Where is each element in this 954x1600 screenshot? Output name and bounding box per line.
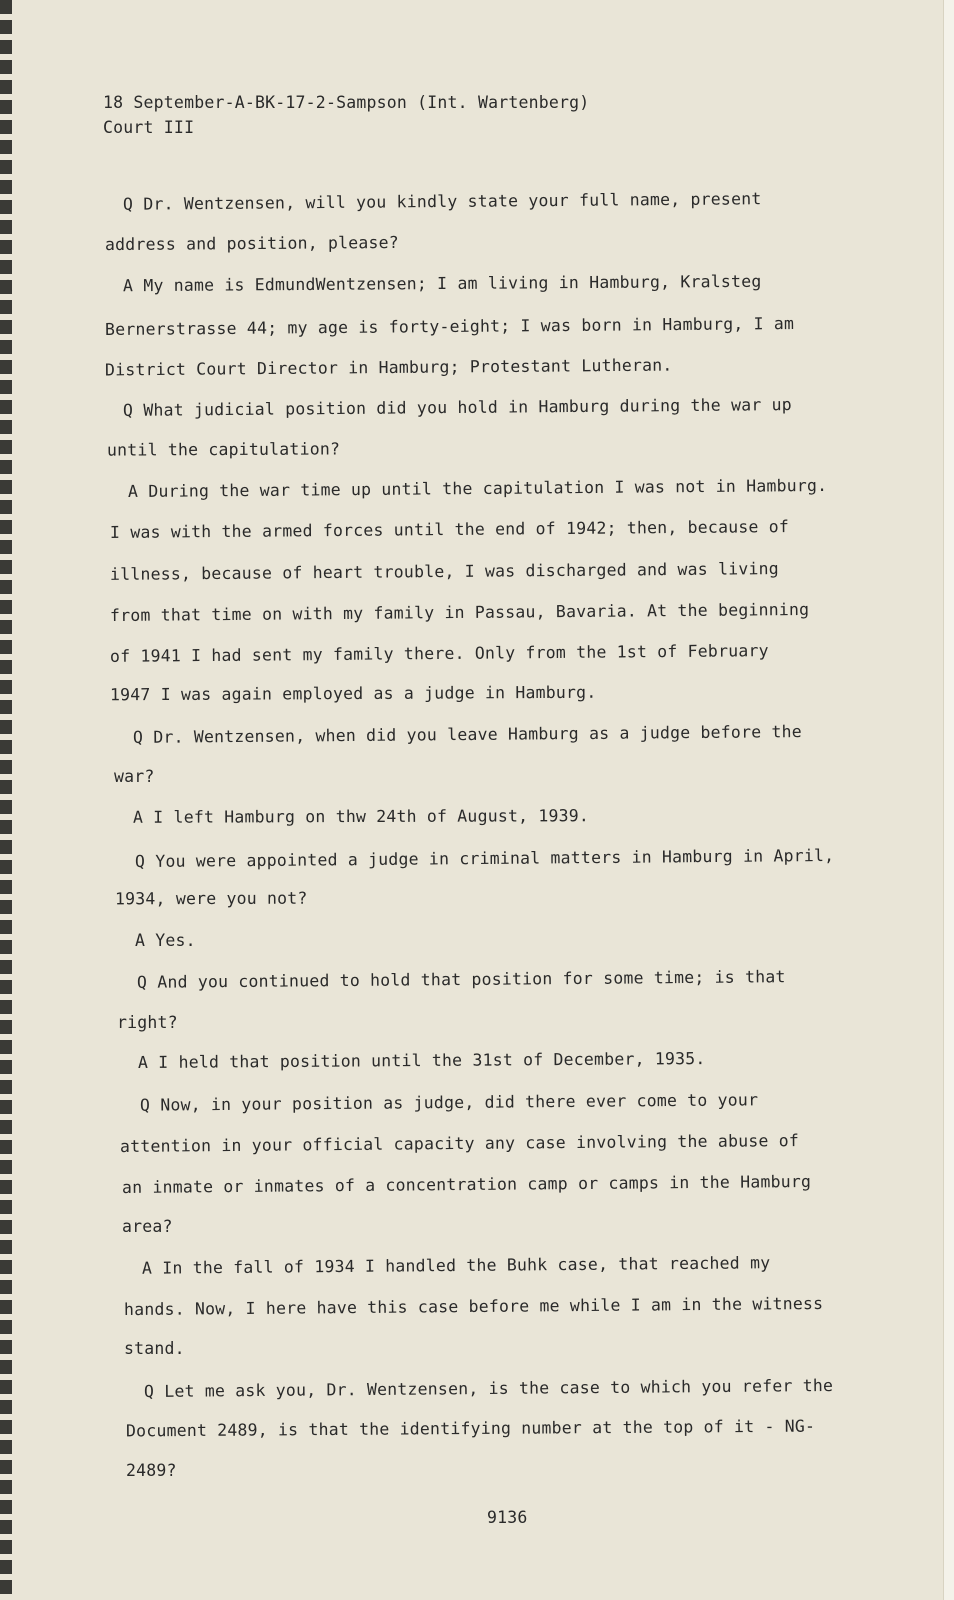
transcript-line: until the capitulation? [106, 439, 341, 460]
transcript-line: stand. [124, 1339, 185, 1358]
transcript-line: 1947 I was again employed as a judge in Hamburg. [109, 682, 597, 705]
transcript-line: hands. Now, I here have this case before me while I am in the witness [123, 1293, 824, 1320]
transcript-line: Q Dr. Wentzensen, will you kindly state your full name, present [122, 189, 762, 214]
transcript-line: 1934, were you not? [114, 888, 308, 909]
transcript-line: 2489? [126, 1461, 177, 1480]
transcript-line: Document 2489, is that the identifying number at the top of it - NG- [125, 1416, 816, 1441]
header-court-line: Court III [103, 118, 195, 137]
transcript-line: address and position, please? [104, 232, 399, 255]
transcript-line: A I held that position until the 31st of December, 1935. [137, 1049, 706, 1072]
transcript-line: an inmate or inmates of a concentration camp or camps in the Hamburg [121, 1171, 812, 1198]
transcript-line: A I left Hamburg on thw 24th of August, 1939. [132, 806, 590, 827]
transcript-line: right? [117, 1013, 178, 1032]
transcript-line: A My name is EdmundWentzensen; I am living in Hamburg, Kralsteg [122, 271, 762, 296]
transcript-line: Q Let me ask you, Dr. Wentzensen, is the case to which you refer the [143, 1375, 834, 1402]
transcript-line: Q Dr. Wentzensen, when did you leave Hamburg as a judge before the [132, 722, 802, 747]
transcript-line: from that time on with my family in Passau, Bavaria. At the beginning [109, 599, 810, 626]
transcript-line: A Yes. [135, 931, 196, 950]
transcript-line: area? [122, 1217, 173, 1236]
page-edge [943, 0, 954, 1600]
transcript-line: I was with the armed forces until the end of 1942; then, because of [109, 517, 790, 542]
transcript-line: Q What judicial position did you hold in Hamburg during the war up [122, 395, 792, 420]
transcript-line: Q And you continued to hold that position for some time; is that [136, 967, 786, 992]
transcript-line: District Court Director in Hamburg; Protestant Lutheran. [104, 355, 673, 380]
transcript-header [103, 90, 589, 140]
transcript-line: attention in your official capacity any case involving the abuse of [119, 1131, 800, 1156]
transcript-line: Q Now, in your position as judge, did there ever come to your [139, 1090, 759, 1115]
header-session-line: 18 September-A-BK-17-2-Sampson (Int. Wartenberg) [103, 93, 590, 112]
transcript-line: Q You were appointed a judge in criminal matters in Hamburg in April, [134, 845, 835, 872]
transcript-line: A In the fall of 1934 I handled the Buhk case, that reached my [141, 1253, 771, 1278]
transcript-line: illness, because of heart trouble, I was discharged and was living [109, 559, 779, 584]
transcript-line: Bernerstrasse 44; my age is forty-eight; I was born in Hamburg, I am [104, 313, 795, 340]
binding-edge [0, 0, 12, 1600]
transcript-line: war? [114, 767, 155, 786]
transcript-line: A During the war time up until the capitulation I was not in Hamburg. [127, 475, 828, 502]
page-number: 9136 [487, 1508, 528, 1527]
transcript-line: of 1941 I had sent my family there. Only from the 1st of February [109, 641, 769, 666]
